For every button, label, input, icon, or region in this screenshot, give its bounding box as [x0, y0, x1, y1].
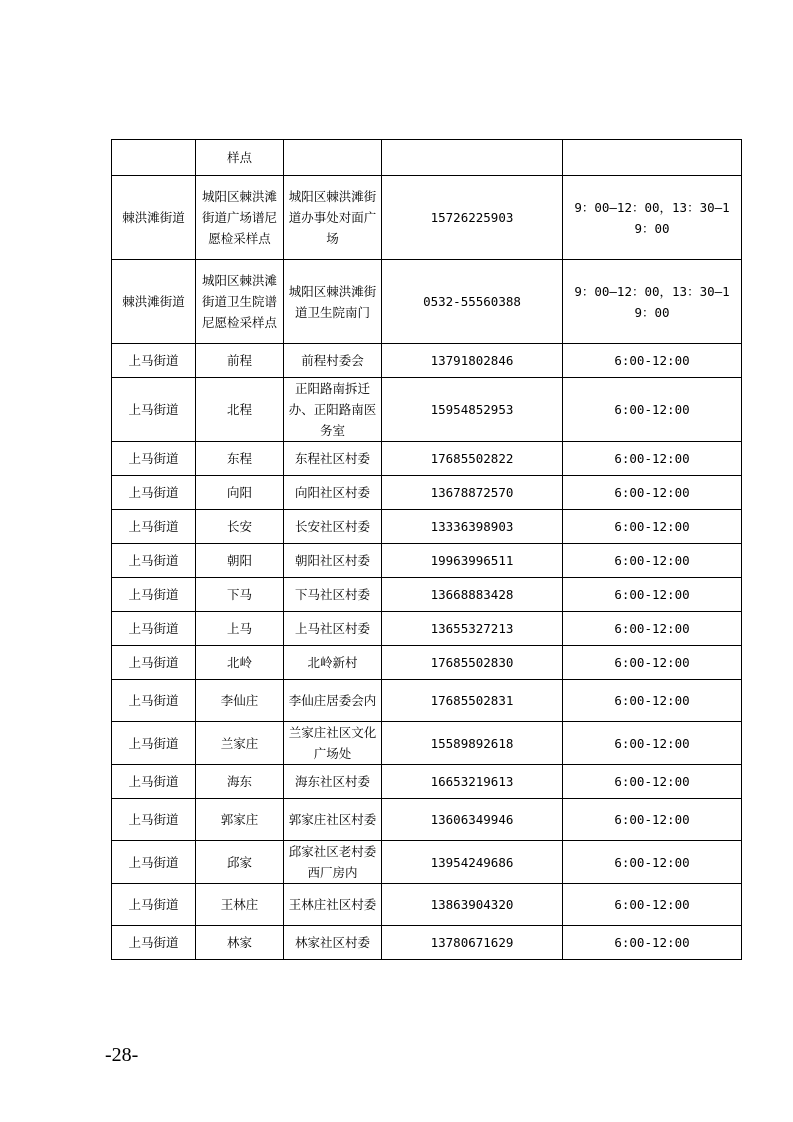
address-cell: 邱家社区老村委西厂房内 [284, 841, 382, 884]
site-cell: 向阳 [196, 476, 284, 510]
site-cell: 朝阳 [196, 544, 284, 578]
table-row [112, 680, 742, 722]
street-cell: 上马街道 [112, 722, 196, 765]
address-cell: 上马社区村委 [284, 612, 382, 646]
hours-cell: 6:00-12:00 [563, 799, 742, 841]
phone-cell: 13780671629 [382, 926, 563, 960]
street-cell [112, 140, 196, 176]
hours-cell: 6:00-12:00 [563, 344, 742, 378]
address-cell: 北岭新村 [284, 646, 382, 680]
address-cell: 前程村委会 [284, 344, 382, 378]
street-cell: 上马街道 [112, 841, 196, 884]
hours-cell: 6:00-12:00 [563, 544, 742, 578]
table-row [112, 140, 742, 176]
site-cell: 城阳区棘洪滩街道广场谱尼愿检采样点 [196, 176, 284, 260]
address-cell: 长安社区村委 [284, 510, 382, 544]
site-cell: 城阳区棘洪滩街道卫生院谱尼愿检采样点 [196, 260, 284, 344]
table-row [112, 476, 742, 510]
address-cell: 王林庄社区村委 [284, 884, 382, 926]
address-cell: 下马社区村委 [284, 578, 382, 612]
phone-cell: 13791802846 [382, 344, 563, 378]
phone-cell: 13954249686 [382, 841, 563, 884]
table-row [112, 578, 742, 612]
site-cell: 北岭 [196, 646, 284, 680]
street-cell: 棘洪滩街道 [112, 176, 196, 260]
address-cell: 正阳路南拆迁办、正阳路南医务室 [284, 378, 382, 442]
address-cell: 东程社区村委 [284, 442, 382, 476]
phone-cell: 13606349946 [382, 799, 563, 841]
table-row [112, 722, 742, 765]
phone-cell: 13655327213 [382, 612, 563, 646]
street-cell: 上马街道 [112, 510, 196, 544]
street-cell: 上马街道 [112, 442, 196, 476]
street-cell: 上马街道 [112, 926, 196, 960]
table-row [112, 176, 742, 260]
address-cell: 城阳区棘洪滩街道办事处对面广场 [284, 176, 382, 260]
street-cell: 上马街道 [112, 476, 196, 510]
street-cell: 上马街道 [112, 344, 196, 378]
address-cell: 城阳区棘洪滩街道卫生院南门 [284, 260, 382, 344]
site-cell: 下马 [196, 578, 284, 612]
street-cell: 棘洪滩街道 [112, 260, 196, 344]
hours-cell: 6:00-12:00 [563, 476, 742, 510]
site-cell: 郭家庄 [196, 799, 284, 841]
address-cell: 郭家庄社区村委 [284, 799, 382, 841]
phone-cell: 16653219613 [382, 765, 563, 799]
street-cell: 上马街道 [112, 378, 196, 442]
street-cell: 上马街道 [112, 765, 196, 799]
table-row [112, 260, 742, 344]
address-cell: 海东社区村委 [284, 765, 382, 799]
hours-cell: 6:00-12:00 [563, 378, 742, 442]
table-row [112, 344, 742, 378]
hours-cell: 6:00-12:00 [563, 612, 742, 646]
table-row [112, 841, 742, 884]
site-cell: 海东 [196, 765, 284, 799]
street-cell: 上马街道 [112, 544, 196, 578]
phone-cell: 19963996511 [382, 544, 563, 578]
sampling-sites-table [111, 139, 742, 960]
hours-cell: 6:00-12:00 [563, 926, 742, 960]
site-cell: 样点 [196, 140, 284, 176]
hours-cell: 9：00—12：00，13：30—19：00 [563, 260, 742, 344]
hours-cell: 6:00-12:00 [563, 510, 742, 544]
phone-cell: 17685502831 [382, 680, 563, 722]
hours-cell: 9：00—12：00，13：30—19：00 [563, 176, 742, 260]
hours-cell: 6:00-12:00 [563, 646, 742, 680]
street-cell: 上马街道 [112, 578, 196, 612]
hours-cell: 6:00-12:00 [563, 765, 742, 799]
table-row [112, 765, 742, 799]
phone-cell: 13678872570 [382, 476, 563, 510]
hours-cell: 6:00-12:00 [563, 578, 742, 612]
street-cell: 上马街道 [112, 799, 196, 841]
hours-cell: 6:00-12:00 [563, 680, 742, 722]
street-cell: 上马街道 [112, 680, 196, 722]
table-row [112, 544, 742, 578]
hours-cell: 6:00-12:00 [563, 841, 742, 884]
phone-cell [382, 140, 563, 176]
address-cell [284, 140, 382, 176]
table-row [112, 378, 742, 442]
hours-cell: 6:00-12:00 [563, 442, 742, 476]
phone-cell: 0532-55560388 [382, 260, 563, 344]
phone-cell: 15726225903 [382, 176, 563, 260]
site-cell: 林家 [196, 926, 284, 960]
site-cell: 王林庄 [196, 884, 284, 926]
table-row [112, 612, 742, 646]
street-cell: 上马街道 [112, 612, 196, 646]
phone-cell: 15589892618 [382, 722, 563, 765]
phone-cell: 13336398903 [382, 510, 563, 544]
phone-cell: 13863904320 [382, 884, 563, 926]
address-cell: 向阳社区村委 [284, 476, 382, 510]
phone-cell: 17685502830 [382, 646, 563, 680]
phone-cell: 15954852953 [382, 378, 563, 442]
site-cell: 上马 [196, 612, 284, 646]
site-cell: 李仙庄 [196, 680, 284, 722]
table-row [112, 646, 742, 680]
site-cell: 兰家庄 [196, 722, 284, 765]
hours-cell: 6:00-12:00 [563, 884, 742, 926]
site-cell: 北程 [196, 378, 284, 442]
address-cell: 林家社区村委 [284, 926, 382, 960]
table-row [112, 926, 742, 960]
hours-cell [563, 140, 742, 176]
phone-cell: 13668883428 [382, 578, 563, 612]
site-cell: 长安 [196, 510, 284, 544]
phone-cell: 17685502822 [382, 442, 563, 476]
site-cell: 邱家 [196, 841, 284, 884]
street-cell: 上马街道 [112, 884, 196, 926]
page-number: -28- [105, 1044, 139, 1066]
table-row [112, 884, 742, 926]
table-row [112, 442, 742, 476]
table-row [112, 799, 742, 841]
hours-cell: 6:00-12:00 [563, 722, 742, 765]
address-cell: 兰家庄社区文化广场处 [284, 722, 382, 765]
address-cell: 李仙庄居委会内 [284, 680, 382, 722]
table-row [112, 510, 742, 544]
street-cell: 上马街道 [112, 646, 196, 680]
site-cell: 东程 [196, 442, 284, 476]
site-cell: 前程 [196, 344, 284, 378]
address-cell: 朝阳社区村委 [284, 544, 382, 578]
